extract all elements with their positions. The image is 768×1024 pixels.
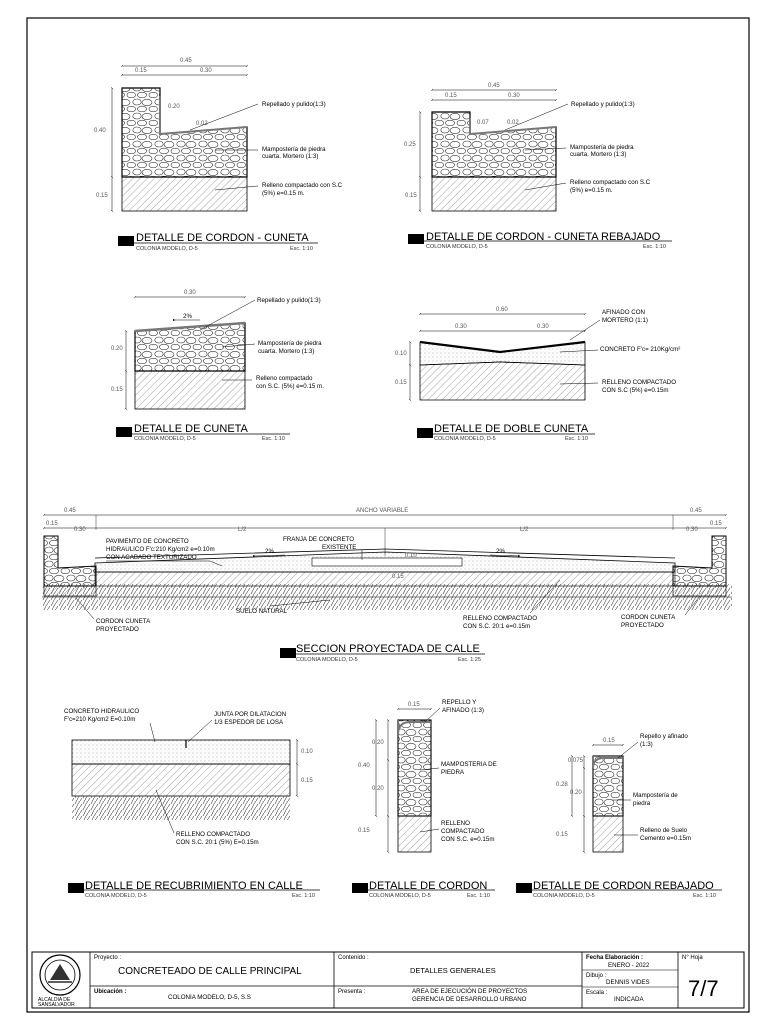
dim-r030: 0.30 <box>686 527 698 533</box>
dim-c: 0.07 <box>477 120 489 126</box>
dim-c010: 0.10 <box>405 553 417 559</box>
detail-seccion-proyectada <box>42 508 732 663</box>
note-rell2: CON S.C (5%) e=0.15m <box>602 387 669 394</box>
note-repellado: Repellado y pulido(1:3) <box>262 101 326 108</box>
detail-title: DETALLE DE RECUBRIMIENTO EN CALLE <box>85 880 303 892</box>
detail-scale: Esc. 1:10 <box>262 436 285 442</box>
dim-r045: 0.45 <box>690 508 702 514</box>
note-afinado1: AFINADO CON <box>602 309 645 316</box>
note-rep2: AFINADO (1:3) <box>442 707 484 714</box>
note-concreto: CONCRETO F'c= 210Kg/cm² <box>600 346 681 353</box>
detail-cuneta <box>111 290 324 442</box>
dim-w: 0.15 <box>603 738 615 744</box>
detail-subtitle: COLONIA MODELO, D-5 <box>369 893 431 899</box>
dibujo-value: DENNIS VIDES <box>606 979 650 986</box>
dim-h4: 0.15 <box>358 828 370 834</box>
note-pav2: HIDRAULICO F'c:210 Kg/cm2 e=0.10m <box>106 546 215 553</box>
dim-h2: 0.15 <box>111 387 123 393</box>
detail-scale: Esc. 1:10 <box>290 246 313 252</box>
note-rep1: REPELLO Y <box>442 699 477 706</box>
note-conc1: CONCRETO HIDRAULICO <box>64 708 140 715</box>
note-franja1: FRANJA DE CONCRETO <box>283 536 355 543</box>
contenido-value: DETALLES GENERALES <box>410 966 496 975</box>
note-rell2: CON S.C. 20:1 (5%) E=0.15m <box>176 839 259 846</box>
presenta-line1: AREA DE EJECUCIÓN DE PROYECTOS <box>412 988 528 995</box>
dim-w: 0.60 <box>496 307 508 313</box>
note-afinado2: MORTERO (1:1) <box>602 317 648 324</box>
dim-d: 0.15 <box>556 832 568 838</box>
dim-total: 0.45 <box>488 83 500 89</box>
detail-scale: Esc. 1:10 <box>565 436 588 442</box>
detail-subtitle: COLONIA MODELO, D-5 <box>434 436 496 442</box>
dim-h1: 0.10 <box>395 351 407 357</box>
detail-subtitle: COLONIA MODELO, D-5 <box>134 436 196 442</box>
note-pav1: PAVIMENTO DE CONCRETO <box>106 538 189 545</box>
note-suelo: SUELO NATURAL <box>236 608 288 615</box>
dim-a: 0.30 <box>455 324 467 330</box>
note-mamp2: PIEDRA <box>441 769 465 776</box>
dim-w: 0.30 <box>184 290 196 296</box>
dim-b: 0.28 <box>556 782 568 788</box>
dim-ancho: ANCHO VARIABLE <box>356 508 409 514</box>
title-block <box>32 952 744 1008</box>
proyecto-label: Proyecto : <box>94 955 122 961</box>
note-rell2: Cemento e=0.15m <box>640 835 692 842</box>
slope-label: 2% <box>183 313 192 320</box>
detail-subtitle: COLONIA MODELO, D-5 <box>533 893 595 899</box>
dim-half-right: L/2 <box>520 527 529 533</box>
dim-a: 0.15 <box>445 93 457 99</box>
detail-subtitle: COLONIA MODELO, D-5 <box>426 244 488 250</box>
dibujo-label: Dibujo : <box>586 973 607 979</box>
note-repellado: Repellado y pulido(1:3) <box>571 101 635 108</box>
municipal-logo <box>40 955 80 995</box>
note-junta2: 1/3 ESPEDOR DE LOSA <box>214 719 284 726</box>
fecha-value: ENERO - 2022 <box>608 962 650 969</box>
presenta-line2: GERENCIA DE DESARROLLO URBANO <box>412 996 527 1003</box>
note-rell1: RELLENO COMPACTADO <box>463 615 538 622</box>
dim-h1: 0.25 <box>404 142 416 148</box>
detail-recubrimiento <box>64 708 320 899</box>
dim-a: 0.075 <box>568 758 584 764</box>
detail-cordon-cuneta-rebajado <box>404 83 672 250</box>
note-repellado: Repellado y pulido(1:3) <box>257 297 321 304</box>
dim-l045: 0.45 <box>64 508 76 514</box>
dim-h3: 0.20 <box>168 104 180 110</box>
dim-h2: 0.15 <box>395 380 407 386</box>
detail-scale: Esc. 1:10 <box>467 893 490 899</box>
note-pav3: CON ACABADO TEXTURIZADO <box>106 554 197 561</box>
contenido-label: Contenido : <box>338 955 369 961</box>
dim-c015: 0.15 <box>392 574 404 580</box>
proyecto-value: CONCRETEADO DE CALLE PRINCIPAL <box>118 966 302 977</box>
note-mamp2: piedra <box>633 800 651 807</box>
note-mamp1: Mampostería de <box>633 792 678 799</box>
note-cordon-left2: PROYECTADO <box>96 626 139 633</box>
note-rell2: (5%) e=0.15 m. <box>262 190 305 197</box>
detail-subtitle: COLONIA MODELO, D-5 <box>85 893 147 899</box>
note-rell1: Relleno de Suelo <box>640 827 688 834</box>
note-rep1: Repello y afinado <box>640 733 688 740</box>
note-rell1: Relleno compactado con S.C <box>570 179 651 186</box>
escala-label: Escala : <box>586 990 608 996</box>
fecha-label: Fecha Elaboración : <box>586 955 644 961</box>
dim-h1: 0.20 <box>111 346 123 352</box>
dim-s: 0.02 <box>196 121 208 127</box>
note-rell2: COMPACTADO <box>441 828 485 835</box>
dim-l030: 0.30 <box>74 527 86 533</box>
dim-a: 0.15 <box>135 68 147 74</box>
detail-title: DETALLE DE CORDON REBAJADO <box>533 880 714 892</box>
note-rep2: (1:3) <box>640 741 653 748</box>
dim-c: 0.20 <box>570 790 582 796</box>
note-rell2: con S.C. (5%) e=0.15 m. <box>256 383 324 390</box>
dim-h1: 0.40 <box>94 128 106 134</box>
detail-scale: Esc. 1:25 <box>458 657 481 663</box>
ubicacion-label: Ubicación : <box>94 989 127 995</box>
detail-cordon-cuneta <box>94 58 343 252</box>
dim-r015: 0.15 <box>710 521 722 527</box>
note-cordon-left1: CORDON CUNETA <box>96 618 151 625</box>
dim-h2: 0.15 <box>96 193 108 199</box>
detail-doble-cuneta <box>395 307 680 442</box>
detail-title: SECCION PROYECTADA DE CALLE <box>296 643 480 655</box>
dim-half-left: L/2 <box>238 527 247 533</box>
dim-w: 0.15 <box>408 702 420 708</box>
slope-left: 2% <box>265 548 274 555</box>
detail-title: DETALLE DE CUNETA <box>134 423 248 435</box>
note-rell2: CON S.C. 20:1 e=0.15m <box>463 623 531 630</box>
dim-h2: 0.40 <box>358 763 370 769</box>
hoja-label: N° Hoja <box>682 955 703 961</box>
detail-title: DETALLE DE CORDON - CUNETA REBAJADO <box>426 231 661 243</box>
dim-b: 0.30 <box>200 68 212 74</box>
dim-h1: 0.20 <box>372 740 384 746</box>
note-franja2: EXISTENTE <box>322 544 357 551</box>
detail-subtitle: COLONIA MODELO, D-5 <box>296 657 358 663</box>
note-rell2: (5%) e=0.15 m. <box>570 187 613 194</box>
note-mamp1: Mampostería de piedra <box>258 340 322 347</box>
note-rell1: Relleno compactado con S.C <box>262 182 343 189</box>
dim-b: 0.30 <box>537 324 549 330</box>
dim-h3: 0.20 <box>372 786 384 792</box>
note-mamp2: cuarta. Mortero (1:3) <box>262 153 319 160</box>
detail-scale: Esc. 1:10 <box>693 893 716 899</box>
note-mamp1: MAMPOSTERIA DE <box>441 761 497 768</box>
logo-text-2: SANSALVADOR <box>38 1002 75 1008</box>
note-mamp1: Mampostería de piedra <box>262 146 326 153</box>
note-conc2: F'c=210 Kg/cm2 E=0.10m <box>64 716 136 723</box>
dim-h2: 0.15 <box>301 778 313 784</box>
note-rell1: RELLENO COMPACTADO <box>602 379 677 386</box>
detail-scale: Esc. 1:10 <box>292 893 315 899</box>
note-mamp2: cuarta. Mortero (1:3) <box>570 151 627 158</box>
detail-cordon-rebajado <box>516 733 722 899</box>
detail-scale: Esc. 1:10 <box>643 244 666 250</box>
dim-l015: 0.15 <box>46 521 58 527</box>
detail-title: DETALLE DE CORDON <box>369 880 488 892</box>
dim-h2: 0.15 <box>405 193 417 199</box>
dim-h1: 0.10 <box>301 749 313 755</box>
dim-total: 0.45 <box>180 58 192 64</box>
note-cordon-right1: CORDON CUNETA <box>621 614 676 621</box>
detail-subtitle: COLONIA MODELO, D-5 <box>136 246 198 252</box>
slope-right: 2% <box>496 548 505 555</box>
note-mamp1: Mampostería de piedra <box>570 144 634 151</box>
logo-text-1: ALCALDIA DE <box>38 997 71 1003</box>
detail-cordon <box>352 699 497 899</box>
note-cordon-right2: PROYECTADO <box>621 622 664 629</box>
dim-b: 0.30 <box>508 93 520 99</box>
note-rell1: RELLENO COMPACTADO <box>176 831 251 838</box>
dim-d: 0.02 <box>507 120 519 126</box>
note-rell1: RELLENO <box>441 820 470 827</box>
note-rell1: Relleno compactado <box>256 375 313 382</box>
escala-value: INDICADA <box>614 996 644 1003</box>
note-rell3: CON S.C. e=0.15m <box>441 836 495 843</box>
note-mamp2: cuarta. Mortero (1:3) <box>258 348 315 355</box>
note-junta1: JUNTA POR DILATACION <box>214 711 287 718</box>
detail-title: DETALLE DE DOBLE CUNETA <box>434 423 589 435</box>
ubicacion-value: COLONIA MODELO, D-5, S.S <box>168 994 251 1001</box>
hoja-value: 7/7 <box>688 976 719 1001</box>
presenta-label: Presenta : <box>338 989 366 995</box>
detail-title: DETALLE DE CORDON - CUNETA <box>136 232 309 244</box>
